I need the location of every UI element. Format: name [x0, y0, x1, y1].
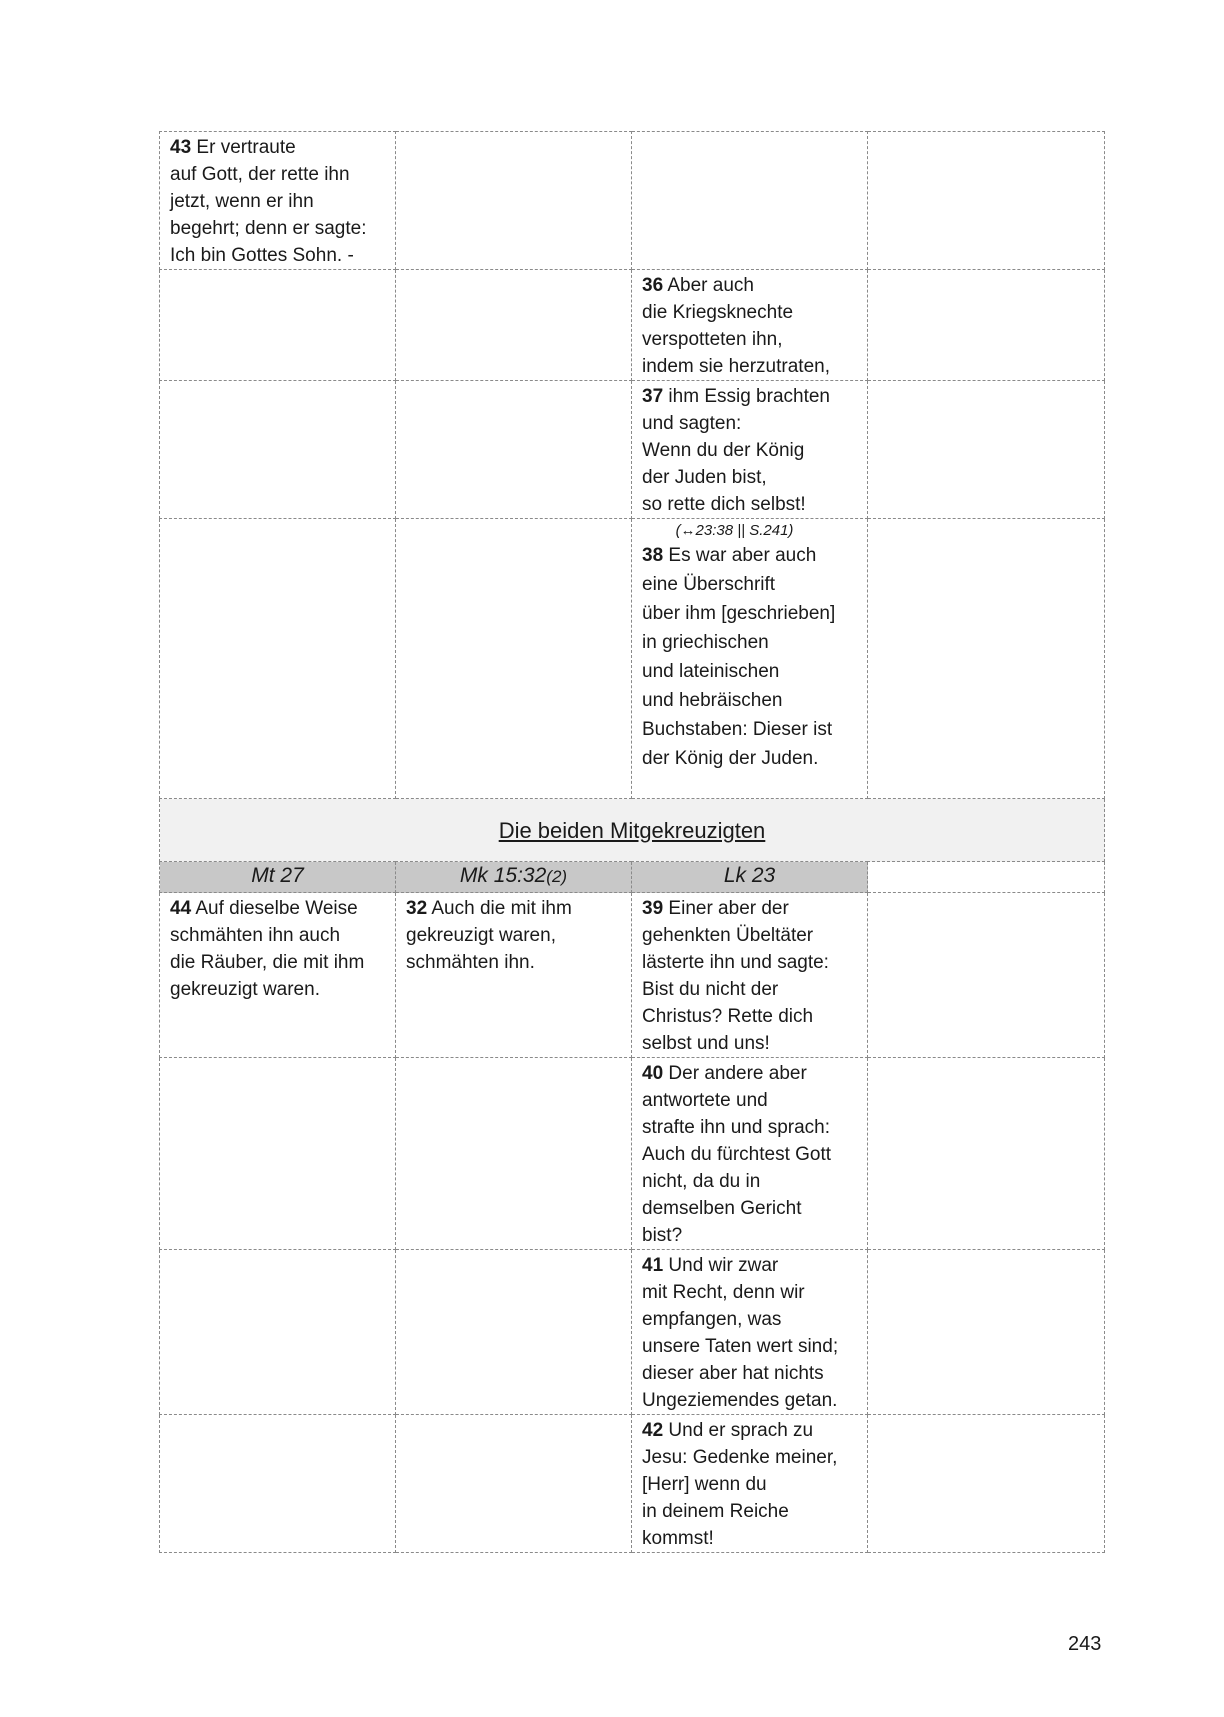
page-number: 243	[1068, 1633, 1102, 1655]
cell-mk	[396, 1415, 632, 1553]
cell-mt: 43 Er vertraute auf Gott, der rette ihn jetzt, wenn er ihn begehrt; denn er sagte: Ich bin Gottes Sohn. -	[160, 132, 396, 270]
verse-number: 32	[406, 898, 428, 919]
cell-mt	[160, 1058, 396, 1250]
cell-lk: 36 Aber auch die Kriegsknechte verspotteten ihn, indem sie herzutraten,	[632, 270, 868, 381]
verse-number: 42	[642, 1420, 664, 1441]
verse-number: 40	[642, 1063, 664, 1084]
cell-lk: (↔23:38 || S.241) 38 Es war aber auch eine Überschrift über ihm [geschrieben] in griechischen und lateinischen und hebräischen Buchstaben: Dieser ist der König der Juden.	[632, 519, 868, 799]
column-header-empty	[868, 862, 1105, 893]
verse-number: 37	[642, 386, 664, 407]
column-header-mt: Mt 27	[160, 862, 396, 893]
cell-lk: 37 ihm Essig brachten und sagten: Wenn du der König der Juden bist, so rette dich selbst!	[632, 381, 868, 519]
cell-mt	[160, 270, 396, 381]
verse-number: 36	[642, 275, 664, 296]
cell-jn	[868, 270, 1105, 381]
cell-mt	[160, 381, 396, 519]
cell-jn	[868, 132, 1105, 270]
cell-mk	[396, 1250, 632, 1415]
column-header-row	[160, 862, 1105, 893]
section-title: Die beiden Mitgekreuzigten	[498, 817, 766, 843]
section-heading-row	[160, 799, 1105, 862]
cell-lk: 39 Einer aber der gehenkten Übeltäter lästerte ihn und sagte: Bist du nicht der Christus? Rette dich selbst und uns!	[632, 893, 868, 1058]
table-row	[160, 1250, 1105, 1415]
cell-mt	[160, 519, 396, 799]
table-row	[160, 519, 1105, 799]
cell-mk: 32 Auch die mit ihm gekreuzigt waren, schmähten ihn.	[396, 893, 632, 1058]
table-row	[160, 270, 1105, 381]
table-row	[160, 381, 1105, 519]
table-row	[160, 1415, 1105, 1553]
cell-mt	[160, 1415, 396, 1553]
cell-lk: 41 Und wir zwar mit Recht, denn wir empfangen, was unsere Taten wert sind; dieser aber hat nichts Ungeziemendes getan.	[632, 1250, 868, 1415]
column-header-lk: Lk 23	[632, 862, 868, 893]
cell-jn	[868, 519, 1105, 799]
cell-mk	[396, 519, 632, 799]
cell-jn	[868, 1250, 1105, 1415]
cell-jn	[868, 1058, 1105, 1250]
cell-lk	[632, 132, 868, 270]
table-row	[160, 893, 1105, 1058]
cell-jn	[868, 893, 1105, 1058]
cell-mk	[396, 270, 632, 381]
section-heading	[160, 799, 1105, 862]
verse-number: 39	[642, 898, 664, 919]
verse-number: 41	[642, 1255, 664, 1276]
cell-mt	[160, 1250, 396, 1415]
cell-mk	[396, 132, 632, 270]
verse-number: 38	[642, 545, 664, 566]
table-row	[160, 132, 1105, 270]
cell-mk	[396, 381, 632, 519]
synopsis-table	[159, 131, 1105, 1553]
cell-jn	[868, 381, 1105, 519]
cell-lk: 42 Und er sprach zu Jesu: Gedenke meiner, [Herr] wenn du in deinem Reiche kommst!	[632, 1415, 868, 1553]
table-row	[160, 1058, 1105, 1250]
cell-mk	[396, 1058, 632, 1250]
column-header-mk: Mk 15:32(2)	[396, 862, 632, 893]
cell-lk: 40 Der andere aber antwortete und strafte ihn und sprach: Auch du fürchtest Gott nicht, da du in demselben Gericht bist?	[632, 1058, 868, 1250]
verse-number: 44	[170, 898, 192, 919]
verse-number: 43	[170, 137, 192, 158]
cross-reference: (↔23:38 || S.241)	[675, 522, 794, 539]
cell-mt: 44 Auf dieselbe Weise schmähten ihn auch die Räuber, die mit ihm gekreuzigt waren.	[160, 893, 396, 1058]
cell-jn	[868, 1415, 1105, 1553]
